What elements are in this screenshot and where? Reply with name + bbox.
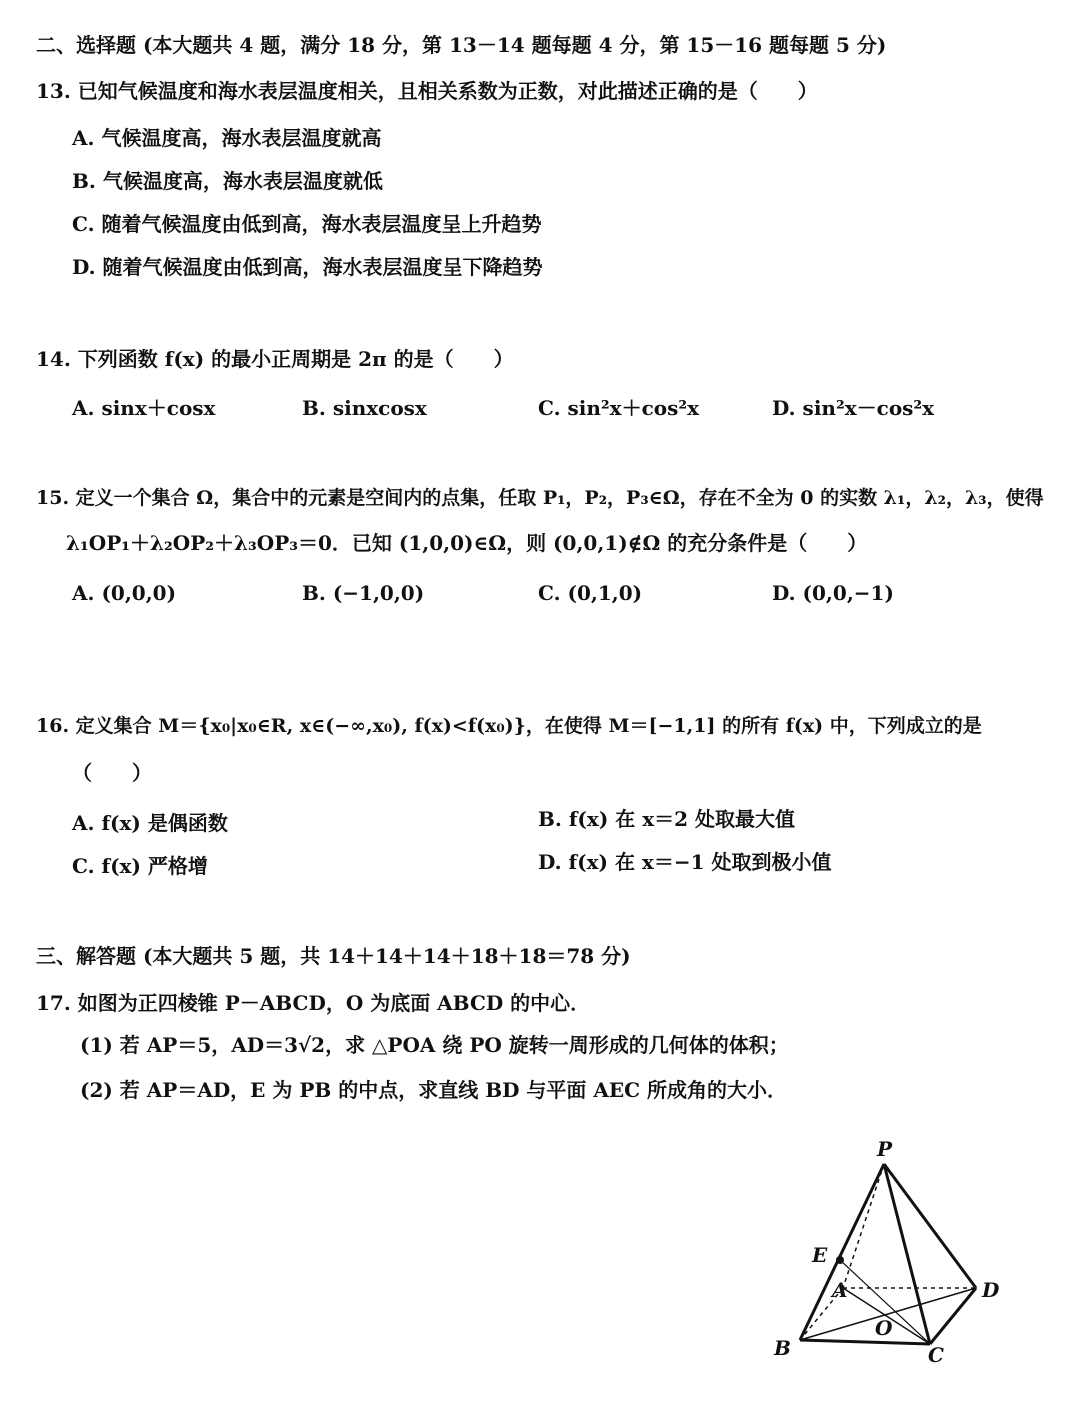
label-e: E xyxy=(812,1243,828,1267)
q15-option-b: B. (−1,0,0) xyxy=(302,581,425,605)
q13-stem: 13. 已知气候温度和海水表层温度相关，且相关系数为正数，对此描述正确的是（ ） xyxy=(36,79,818,103)
edge-cd xyxy=(930,1288,976,1344)
q16-option-a: A. f(x) 是偶函数 xyxy=(72,811,228,835)
q16-option-d: D. f(x) 在 x＝−1 处取到极小值 xyxy=(538,850,832,874)
q16-option-c: C. f(x) 严格增 xyxy=(72,854,208,878)
point-e xyxy=(836,1256,844,1264)
q14-option-b: B. sinxcosx xyxy=(302,396,427,420)
edge-pa xyxy=(843,1164,884,1288)
label-a: A xyxy=(832,1278,848,1302)
q15-option-a: A. (0,0,0) xyxy=(72,581,177,605)
q15-stem-line2: λ₁OP₁＋λ₂OP₂＋λ₃OP₃＝0．已知 (1,0,0)∈Ω，则 (0,0,1)∉Ω 的充分条件是（ ） xyxy=(66,531,868,555)
q15-option-c: C. (0,1,0) xyxy=(538,581,643,605)
label-p: P xyxy=(877,1137,893,1161)
edge-pd xyxy=(884,1164,976,1288)
q16-option-b: B. f(x) 在 x＝2 处取最大值 xyxy=(538,807,796,831)
pyramid-figure xyxy=(760,1130,1040,1370)
edge-bc xyxy=(800,1340,930,1344)
label-b: B xyxy=(774,1336,791,1360)
label-o: O xyxy=(875,1316,893,1340)
q17-part1: (1) 若 AP＝5，AD＝3√2，求 △POA 绕 PO 旋转一周形成的几何体的体积； xyxy=(80,1033,789,1057)
q16-stem-line1: 16. 定义集合 M＝{x₀|x₀∈R, x∈(−∞,x₀), f(x)<f(x₀)}，在使得 M＝[−1,1] 的所有 f(x) 中，下列成立的是 xyxy=(36,715,982,737)
answer-section-header: 三、解答题 (本大题共 5 题，共 14＋14＋14＋18＋18＝78 分) xyxy=(36,944,631,968)
q15-stem-line1: 15. 定义一个集合 Ω，集合中的元素是空间内的点集，任取 P₁，P₂，P₃∈Ω，存在不全为 0 的实数 λ₁，λ₂，λ₃，使得 xyxy=(36,487,1044,509)
q15-option-d: D. (0,0,−1) xyxy=(772,581,894,605)
label-d: D xyxy=(982,1278,1000,1302)
q17-part2: (2) 若 AP＝AD，E 为 PB 的中点，求直线 BD 与平面 AEC 所成角的大小． xyxy=(80,1078,788,1102)
label-c: C xyxy=(928,1343,944,1367)
q14-option-d: D. sin²x－cos²x xyxy=(772,396,935,420)
q14-option-a: A. sinx＋cosx xyxy=(72,396,216,420)
q17-stem: 17. 如图为正四棱锥 P－ABCD，O 为底面 ABCD 的中心． xyxy=(36,991,591,1015)
q13-option-a: A. 气候温度高，海水表层温度就高 xyxy=(72,126,382,150)
q13-option-d: D. 随着气候温度由低到高，海水表层温度呈下降趋势 xyxy=(72,255,543,279)
choice-section-header: 二、选择题 (本大题共 4 题，满分 18 分，第 13－14 题每题 4 分，第 15－16 题每题 5 分) xyxy=(36,33,887,57)
q13-option-c: C. 随着气候温度由低到高，海水表层温度呈上升趋势 xyxy=(72,212,542,236)
q16-stem-line2: （ ） xyxy=(72,761,152,785)
q13-option-b: B. 气候温度高，海水表层温度就低 xyxy=(72,169,383,193)
q14-stem: 14. 下列函数 f(x) 的最小正周期是 2π 的是（ ） xyxy=(36,347,514,371)
q14-option-c: C. sin²x＋cos²x xyxy=(538,396,700,420)
